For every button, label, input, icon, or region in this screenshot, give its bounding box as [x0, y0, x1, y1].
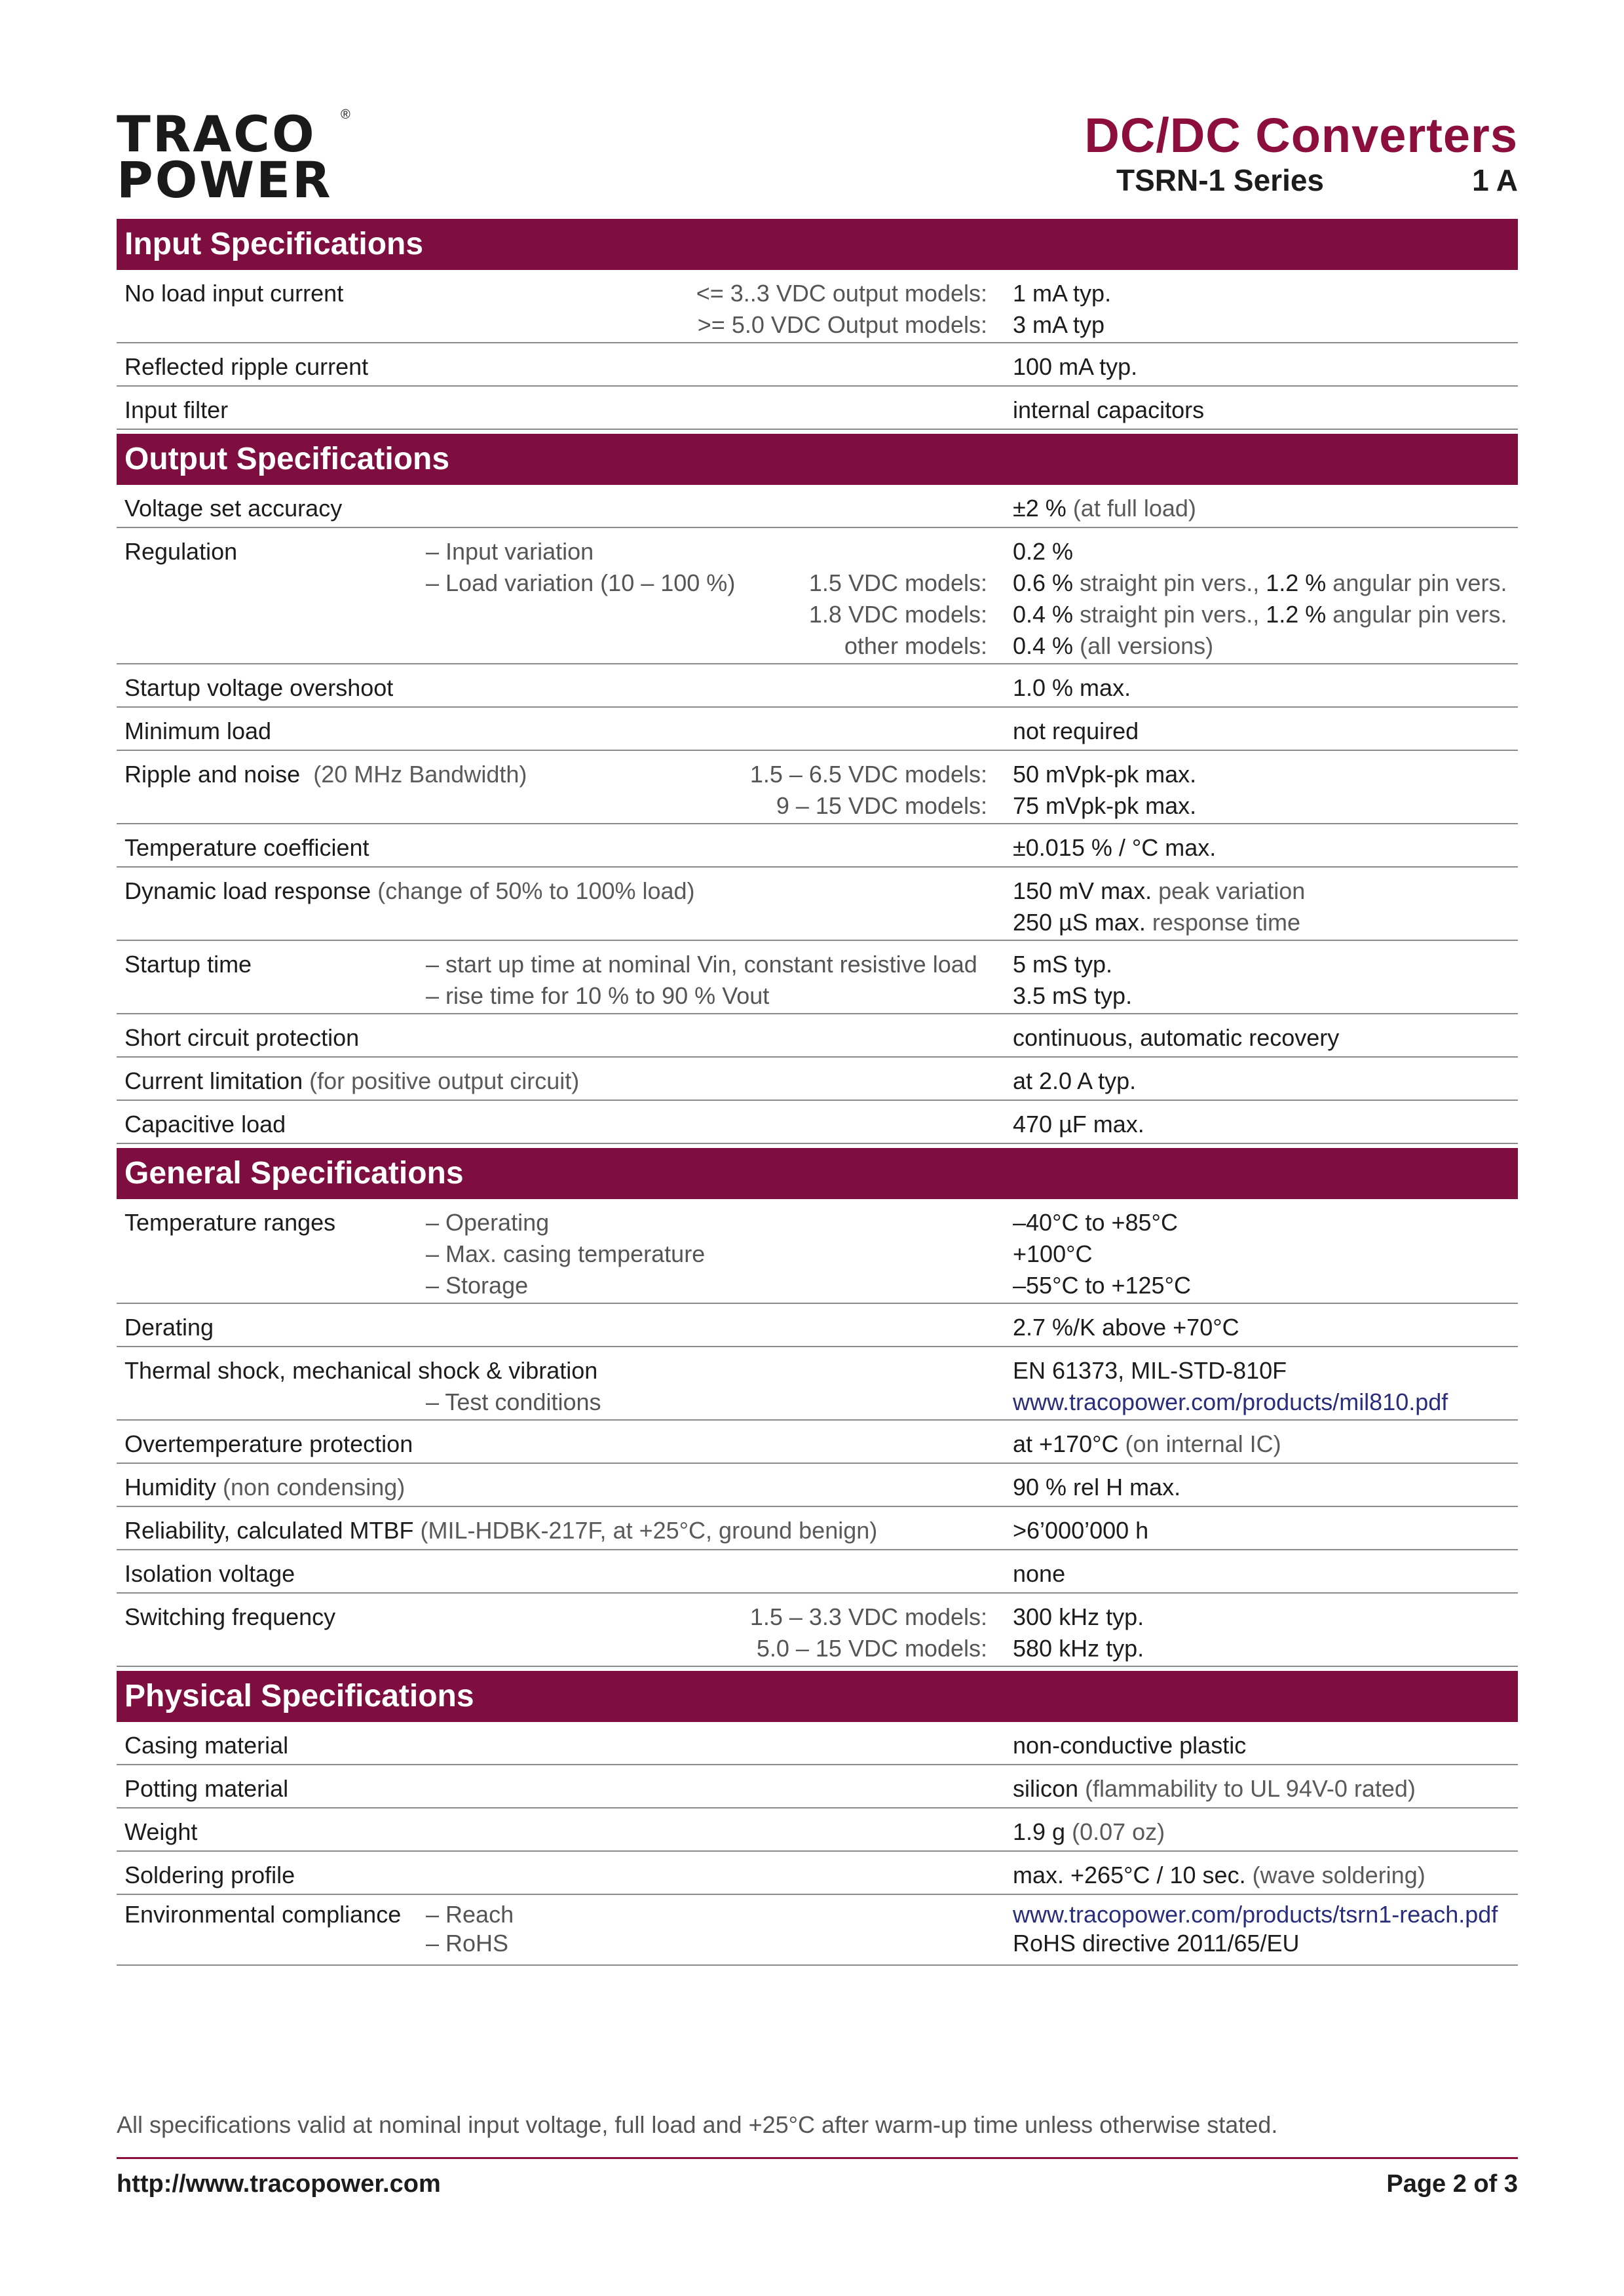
value-main: ±2 % [1013, 495, 1067, 522]
sub-3: – Storage [426, 1272, 529, 1299]
row-value: none [1013, 1560, 1066, 1587]
value-1: 50 mVpk-pk max. [1013, 761, 1197, 788]
row-reflected-ripple-current [117, 343, 1518, 387]
row-soldering-profile [117, 1852, 1518, 1895]
row-label: Startup time [124, 951, 252, 978]
row-label: Thermal shock, mechanical shock & vibration [124, 1357, 598, 1384]
row-label: No load input current [124, 280, 344, 307]
footer-divider [117, 2157, 1518, 2159]
row-value: ±0.015 % / °C max. [1013, 834, 1217, 861]
row-capacitive-load [117, 1101, 1518, 1144]
logo-line-2: POWER [117, 151, 333, 209]
row-value [1013, 1773, 1416, 1805]
sub-1: – Reach [426, 1901, 514, 1928]
row-startup-time [117, 941, 1518, 1014]
row-label: Environmental compliance [124, 1901, 402, 1928]
reach-link[interactable]: www.tracopower.com/products/tsrn1-reach.pdf [1013, 1901, 1498, 1928]
row-value [1013, 1900, 1498, 1958]
current-rating: 1 A [1472, 163, 1518, 197]
v4a: 0.4 % [1013, 632, 1074, 659]
value-2 [1013, 567, 1507, 599]
row-sub [426, 536, 735, 599]
row-value [1013, 536, 1507, 662]
value-1: 300 kHz typ. [1013, 1603, 1144, 1630]
row-ripple-and-noise [117, 751, 1518, 824]
row-regulation [117, 528, 1518, 664]
row-value: 90 % rel H max. [1013, 1474, 1181, 1501]
row-models [750, 759, 987, 822]
row-temperature-coefficient [117, 824, 1518, 868]
row-value [1013, 1428, 1281, 1460]
value-note: (flammability to UL 94V-0 rated) [1085, 1775, 1416, 1802]
row-value: internal capacitors [1013, 396, 1205, 423]
row-startup-voltage-overshoot [117, 664, 1518, 708]
value-main: silicon [1013, 1775, 1079, 1802]
label-main: Reliability, calculated MTBF [124, 1517, 414, 1544]
row-label: Reflected ripple current [124, 353, 369, 380]
sub-1: – start up time at nominal Vin, constant resistive load [426, 951, 977, 978]
value-2: 3.5 mS typ. [1013, 982, 1133, 1009]
section-output-header: Output Specifications [117, 434, 1518, 485]
row-current-limitation [117, 1058, 1518, 1101]
row-label [124, 875, 695, 907]
row-sub [426, 949, 977, 1012]
value-2: +100°C [1013, 1240, 1093, 1267]
label-main: Dynamic load response [124, 877, 371, 904]
row-sub [426, 1207, 705, 1301]
row-value: continuous, automatic recovery [1013, 1024, 1340, 1051]
row-models [809, 536, 987, 662]
registered-mark: ® [341, 107, 350, 122]
label-note: (20 MHz Bandwidth) [313, 761, 527, 788]
row-sub: – Test conditions [426, 1388, 601, 1415]
row-label: Potting material [124, 1775, 289, 1802]
row-value [1013, 1860, 1426, 1891]
value-2-note: response time [1152, 909, 1300, 936]
row-isolation-voltage [117, 1550, 1518, 1594]
row-label: Overtemperature protection [124, 1430, 413, 1457]
value-note: (on internal IC) [1125, 1430, 1281, 1457]
value-1-note: peak variation [1158, 877, 1306, 904]
model-1: <= 3..3 VDC output models: [696, 280, 987, 307]
model-2: 9 – 15 VDC models: [776, 792, 987, 819]
row-label: Temperature ranges [124, 1209, 336, 1236]
value-main: 1.9 g [1013, 1818, 1066, 1845]
value-1: EN 61373, MIL-STD-810F [1013, 1357, 1287, 1384]
value-1: –40°C to +85°C [1013, 1209, 1178, 1236]
v2a: 0.6 % [1013, 569, 1074, 596]
row-value [1013, 759, 1196, 822]
value-2: 580 kHz typ. [1013, 1635, 1144, 1662]
label-main: Current limitation [124, 1067, 303, 1094]
value-1: 0.2 % [1013, 538, 1074, 565]
row-minimum-load [117, 708, 1518, 751]
row-value: at 2.0 A typ. [1013, 1067, 1137, 1094]
row-label [124, 1472, 405, 1503]
v3b: straight pin vers., [1080, 601, 1260, 628]
row-models [696, 278, 987, 341]
row-label [124, 1515, 877, 1546]
page-title: DC/DC Converters [1084, 108, 1518, 163]
section-input-header: Input Specifications [117, 219, 1518, 270]
row-label: Temperature coefficient [124, 834, 369, 861]
label-note: (non condensing) [223, 1474, 406, 1501]
label-main: Ripple and noise [124, 761, 301, 788]
footer-url-link[interactable]: http://www.tracopower.com [117, 2170, 441, 2198]
value-main: at +170°C [1013, 1430, 1119, 1457]
row-label: Voltage set accuracy [124, 495, 343, 522]
row-models [750, 1601, 987, 1664]
value-2: 75 mVpk-pk max. [1013, 792, 1197, 819]
v3c: 1.2 % [1266, 601, 1327, 628]
row-temperature-ranges [117, 1199, 1518, 1304]
model-2: >= 5.0 VDC Output models: [697, 311, 987, 338]
v4b: (all versions) [1080, 632, 1214, 659]
section-physical-header: Physical Specifications [117, 1671, 1518, 1722]
value-1: 1 mA typ. [1013, 280, 1112, 307]
sub-2: – Load variation (10 – 100 %) [426, 569, 736, 596]
label-note: (for positive output circuit) [309, 1067, 580, 1094]
row-value [1013, 1601, 1144, 1664]
value-note: (0.07 oz) [1072, 1818, 1165, 1845]
value-2: 3 mA typ [1013, 311, 1105, 338]
row-label: Switching frequency [124, 1603, 336, 1630]
row-value: non-conductive plastic [1013, 1732, 1247, 1759]
row-humidity [117, 1464, 1518, 1507]
row-input-filter [117, 387, 1518, 430]
row-label: Soldering profile [124, 1862, 295, 1888]
row-value [1013, 493, 1196, 524]
value-3: –55°C to +125°C [1013, 1272, 1191, 1299]
value-note: (wave soldering) [1252, 1862, 1426, 1888]
row-label: Startup voltage overshoot [124, 674, 394, 701]
row-value: 2.7 %/K above +70°C [1013, 1314, 1239, 1341]
mil810-link[interactable]: www.tracopower.com/products/mil810.pdf [1013, 1388, 1448, 1415]
section-general-header: General Specifications [117, 1148, 1518, 1199]
value-3 [1013, 599, 1507, 630]
row-sub [426, 1900, 514, 1958]
row-label [124, 1065, 579, 1097]
row-short-circuit-protection [117, 1014, 1518, 1058]
row-dynamic-load-response [117, 868, 1518, 941]
row-label: Minimum load [124, 718, 272, 744]
value-4 [1013, 630, 1507, 662]
row-environmental-compliance [117, 1895, 1518, 1966]
v3d: angular pin vers. [1332, 601, 1507, 628]
row-value: 100 mA typ. [1013, 353, 1138, 380]
row-shock-vibration [117, 1347, 1518, 1421]
model-2: 5.0 – 15 VDC models: [756, 1635, 987, 1662]
row-value [1013, 949, 1132, 1012]
label-note: (MIL-HDBK-217F, at +25°C, ground benign) [420, 1517, 878, 1544]
row-no-load-input-current [117, 270, 1518, 343]
label-main: Humidity [124, 1474, 217, 1501]
model-1: 1.5 – 3.3 VDC models: [749, 1603, 987, 1630]
row-label: Short circuit protection [124, 1024, 360, 1051]
v3a: 0.4 % [1013, 601, 1074, 628]
row-value [1013, 1816, 1165, 1848]
v2d: angular pin vers. [1332, 569, 1507, 596]
row-label: Derating [124, 1314, 214, 1341]
sub-2: – rise time for 10 % to 90 % Vout [426, 982, 770, 1009]
row-value [1013, 1355, 1448, 1418]
model-2: 1.5 VDC models: [808, 569, 987, 596]
value-1: 5 mS typ. [1013, 951, 1113, 978]
series-name: TSRN-1 Series [1116, 163, 1325, 197]
row-label: Casing material [124, 1732, 289, 1759]
page-number: Page 2 of 3 [1386, 2170, 1518, 2198]
row-potting-material [117, 1765, 1518, 1808]
traco-power-logo [117, 105, 352, 209]
spec-table [117, 219, 1518, 1966]
sub-1: – Input variation [426, 538, 594, 565]
logo-line-1: TRACO [117, 105, 316, 163]
value-note: (at full load) [1072, 495, 1196, 522]
model-4: other models: [844, 632, 987, 659]
value-2: 250 µS max. [1013, 909, 1146, 936]
sub-2: – Max. casing temperature [426, 1240, 706, 1267]
row-value: 470 µF max. [1013, 1111, 1144, 1138]
row-casing-material [117, 1722, 1518, 1765]
row-value: not required [1013, 718, 1139, 744]
v2c: 1.2 % [1266, 569, 1327, 596]
row-weight [117, 1808, 1518, 1852]
row-label: Regulation [124, 538, 238, 565]
value-main: max. +265°C / 10 sec. [1013, 1862, 1246, 1888]
row-value [1013, 278, 1111, 341]
footnote: All specifications valid at nominal input voltage, full load and +25°C after warm-up time unless otherwise stated. [117, 2111, 1278, 2138]
v2b: straight pin vers., [1080, 569, 1260, 596]
sub-2: – RoHS [426, 1930, 509, 1957]
value-1: 150 mV max. [1013, 877, 1152, 904]
row-value [1013, 1207, 1191, 1301]
row-derating [117, 1304, 1518, 1347]
row-label: Capacitive load [124, 1111, 286, 1138]
row-value [1013, 875, 1305, 938]
row-value: >6’000’000 h [1013, 1517, 1149, 1544]
row-label [124, 759, 527, 790]
row-value: 1.0 % max. [1013, 674, 1131, 701]
row-voltage-set-accuracy [117, 485, 1518, 528]
row-overtemperature-protection [117, 1421, 1518, 1464]
sub-1: – Operating [426, 1209, 550, 1236]
model-3: 1.8 VDC models: [808, 601, 987, 628]
row-label: Weight [124, 1818, 198, 1845]
value-2: RoHS directive 2011/65/EU [1013, 1930, 1300, 1957]
row-label: Input filter [124, 396, 229, 423]
row-switching-frequency [117, 1594, 1518, 1667]
label-note: (change of 50% to 100% load) [377, 877, 695, 904]
row-label: Isolation voltage [124, 1560, 295, 1587]
model-1: 1.5 – 6.5 VDC models: [749, 761, 987, 788]
row-mtbf [117, 1507, 1518, 1550]
